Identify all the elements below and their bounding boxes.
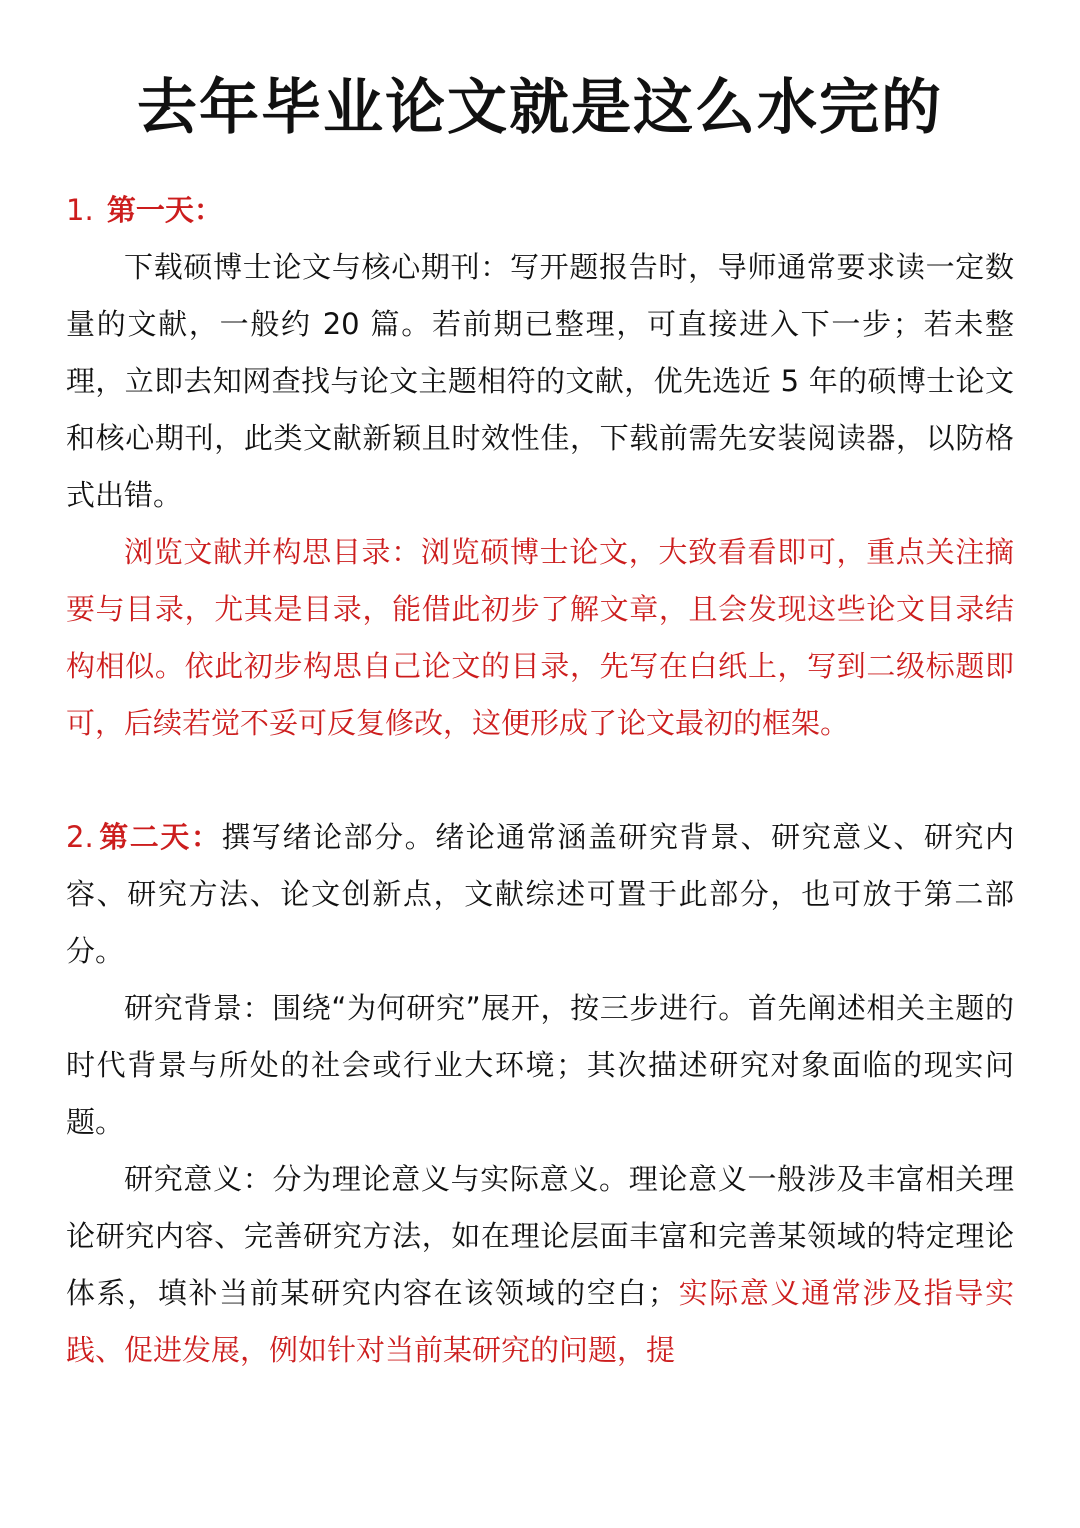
section-2-heading-paragraph — [66, 809, 1014, 980]
section-2-paragraph-2-red: 实际意义通常涉及指导实践、促进发展，例如针对当前某研究的问题，提 — [66, 1276, 1014, 1367]
section-2-paragraph-2-black: 研究意义：分为理论意义与实际意义。理论意义一般涉及丰富相关理论研究内容、完善研究方法，如在理论层面丰富和完善某领域的特定理论体系，填补当前某研究内容在该领域的空白； — [66, 1162, 1014, 1310]
section-1-label: 第一天： — [106, 193, 223, 227]
section-2-paragraph-2 — [66, 1151, 1014, 1379]
section-spacer — [66, 752, 1014, 809]
section-2-number: 2. — [66, 820, 94, 854]
section-1-number: 1. — [66, 193, 94, 227]
page-title: 去年毕业论文就是这么水完的 — [137, 73, 943, 143]
section-1-paragraph-1: 下载硕博士论文与核心期刊：写开题报告时，导师通常要求读一定数量的文献，一般约 20 篇。若前期已整理，可直接进入下一步；若未整理，立即去知网查找与论文主题相符的文献，优先选近 5 年的硕博士论文和核心期刊，此类文献新颖且时效性佳，下载前需先安装阅读器，以防格式出错。 — [66, 250, 1014, 512]
section-2-paragraph-1: 研究背景：围绕“为何研究”展开，按三步进行。首先阐述相关主题的时代背景与所处的社会或行业大环境；其次描述研究对象面临的现实问题。 — [66, 991, 1014, 1139]
section-1-heading — [66, 182, 1014, 239]
section-2-inline-text: 撰写绪论部分。绪论通常涵盖研究背景、研究意义、研究内容、研究方法、论文创新点，文献综述可置于此部分，也可放于第二部分。 — [66, 820, 1014, 968]
section-1-paragraph-2: 浏览文献并构思目录：浏览硕博士论文，大致看看即可，重点关注摘要与目录，尤其是目录，能借此初步了解文章，且会发现这些论文目录结构相似。依此初步构思自己论文的目录，先写在白纸上，写到二级标题即可，后续若觉不妥可反复修改，这便形成了论文最初的框架。 — [66, 535, 1014, 740]
section-2-label: 第二天： — [97, 820, 222, 854]
